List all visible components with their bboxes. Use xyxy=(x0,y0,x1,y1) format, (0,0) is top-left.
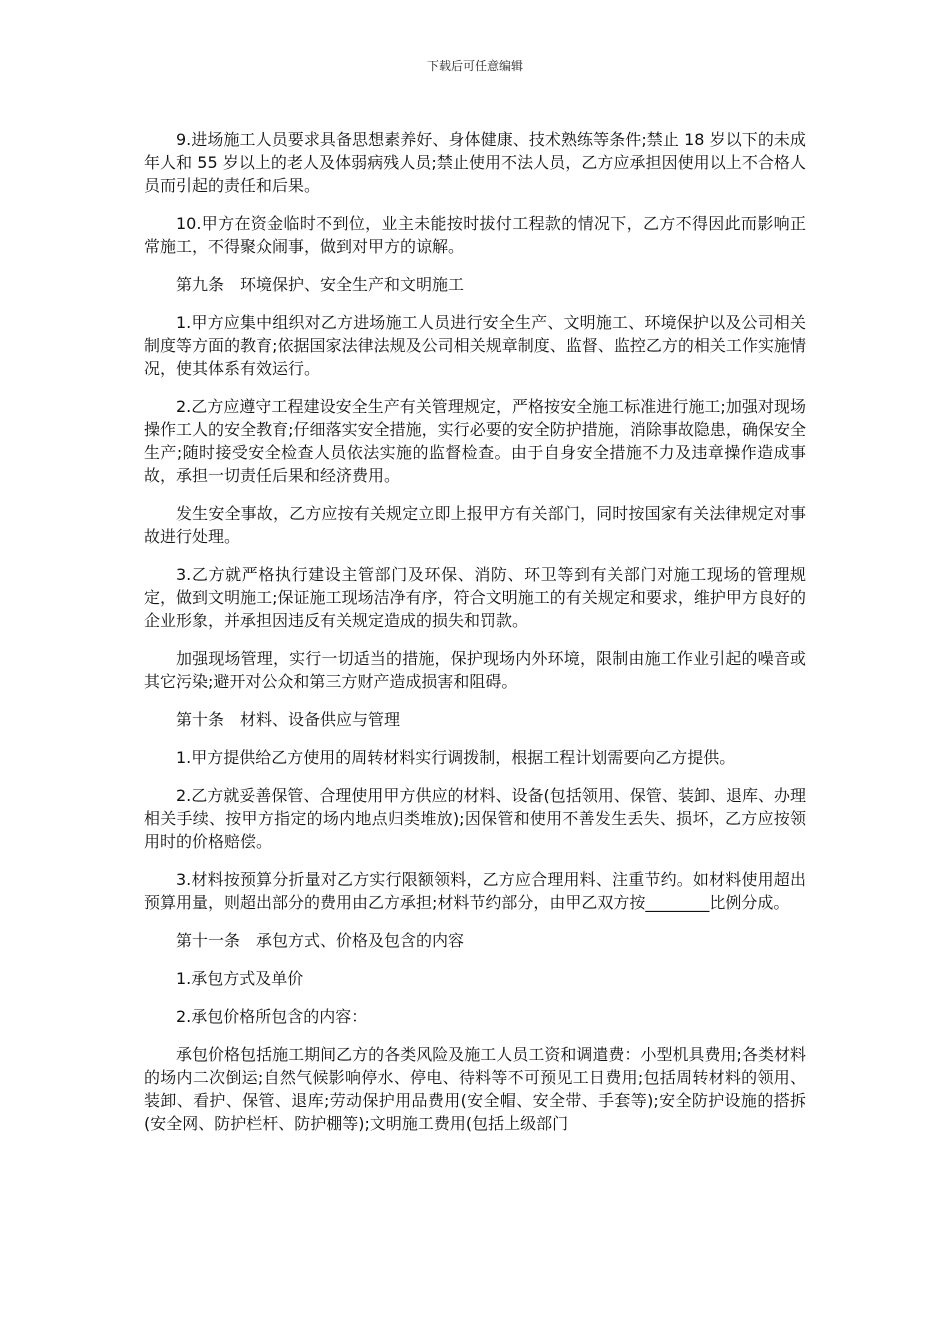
paragraph-a9-item-2: 2.乙方应遵守工程建设安全生产有关管理规定，严格按安全施工标准进行施工;加强对现场操作工人的安全教育;仔细落实安全措施，实行必要的安全防护措施，消除事故隐患，确保安全生产;随时接受安全检查人员依法实施的监督检查。由于自身安全措施不力及违章操作造成事故，承担一切责任后果和经济费用。 xyxy=(144,397,806,485)
paragraph-accident-report: 发生安全事故，乙方应按有关规定立即上报甲方有关部门，同时按国家有关法律规定对事故进行处理。 xyxy=(144,504,806,546)
paragraph-clause-9: 9.进场施工人员要求具备思想素养好、身体健康、技术熟练等条件;禁止 18 岁以下的未成年人和 55 岁以上的老人及体弱病残人员;禁止使用不法人员，乙方应承担因使用以上不合格人员而引起的责任和后果。 xyxy=(144,130,806,195)
article-heading-11: 第十一条 承包方式、价格及包含的内容 xyxy=(176,931,465,950)
paragraph-a9-item-3: 3.乙方就严格执行建设主管部门及环保、消防、环卫等到有关部门对施工现场的管理规定，做到文明施工;保证施工现场洁净有序，符合文明施工的有关规定和要求，维护甲方良好的企业形象，并承担因违反有关规定造成的损失和罚款。 xyxy=(144,565,806,630)
page-header: 下载后可任意编辑 xyxy=(426,59,523,73)
paragraph-a10-item-3: 3.材料按预算分折量对乙方实行限额领料，乙方应合理用料、注重节约。如材料使用超出预算用量，则超出部分的费用由乙方承担;材料节约部分，由甲乙双方按________比例分成。 xyxy=(144,870,806,912)
paragraph-a11-item-2: 2.承包价格所包含的内容： xyxy=(176,1007,368,1026)
article-heading-10: 第十条 材料、设备供应与管理 xyxy=(176,710,401,729)
paragraph-a10-item-2: 2.乙方就妥善保管、合理使用甲方供应的材料、设备(包括领用、保管、装卸、退库、办理相关手续、按甲方指定的场内地点归类堆放);因保管和使用不善发生丢失、损坏，乙方应按领用时的价格赔偿。 xyxy=(144,786,806,851)
document-body xyxy=(144,128,806,1150)
paragraph-site-management: 加强现场管理，实行一切适当的措施，保护现场内外环境，限制由施工作业引起的噪音或其它污染;避开对公众和第三方财产造成损害和阻碍。 xyxy=(144,649,806,691)
paragraph-a11-item-1: 1.承包方式及单价 xyxy=(176,969,304,988)
paragraph-a10-item-1: 1.甲方提供给乙方使用的周转材料实行调拨制，根据工程计划需要向乙方提供。 xyxy=(176,748,736,767)
paragraph-a9-item-1: 1.甲方应集中组织对乙方进场施工人员进行安全生产、文明施工、环境保护以及公司相关制度等方面的教育;依据国家法律法规及公司相关规章制度、监督、监控乙方的相关工作实施情况，使其体系有效运行。 xyxy=(144,313,806,378)
paragraph-clause-10: 10.甲方在资金临时不到位，业主未能按时拔付工程款的情况下，乙方不得因此而影响正常施工，不得聚众闹事，做到对甲方的谅解。 xyxy=(144,214,806,256)
paragraph-price-contents: 承包价格包括施工期间乙方的各类风险及施工人员工资和调遣费：小型机具费用;各类材料的场内二次倒运;自然气候影响停水、停电、待料等不可预见工日费用;包括周转材料的领用、装卸、看护、保管、退库;劳动保护用品费用(安全帽、安全带、手套等);安全防护设施的搭拆(安全网、防护栏杆、防护棚等);文明施工费用(包括上级部门 xyxy=(144,1045,806,1133)
article-heading-9: 第九条 环境保护、安全生产和文明施工 xyxy=(176,275,465,294)
